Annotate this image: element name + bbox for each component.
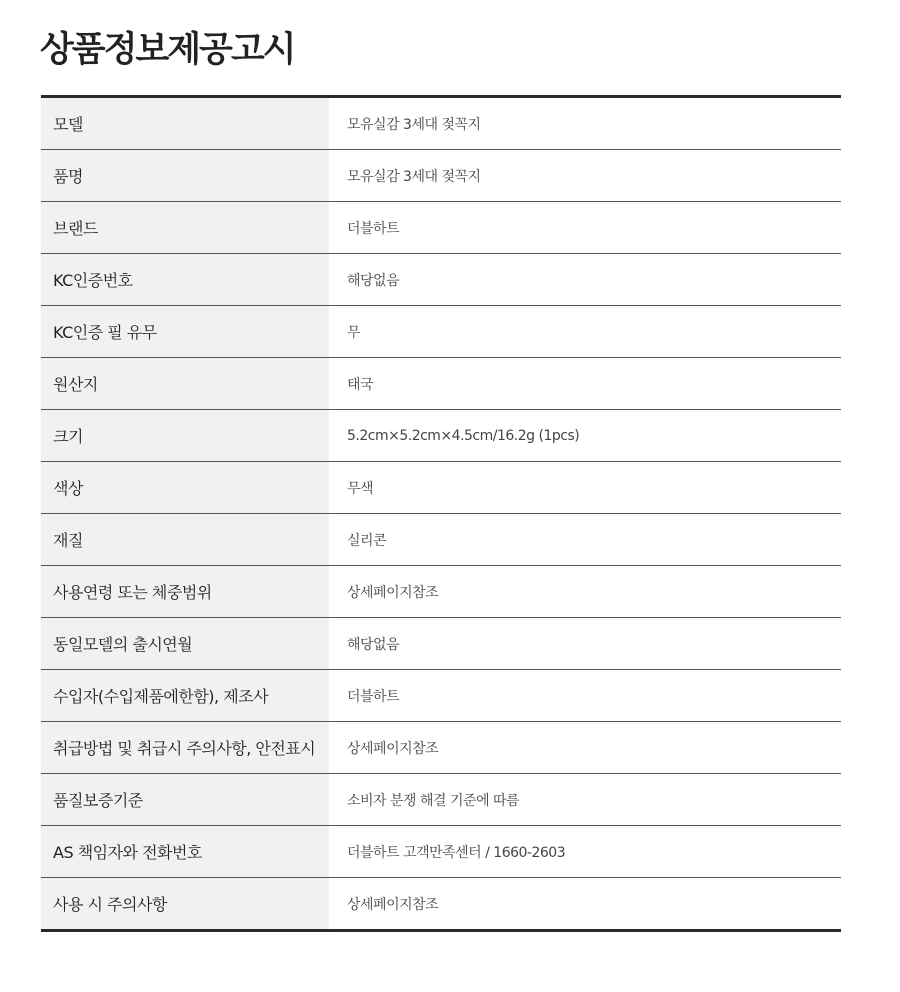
row-label: KC인증 필 유무 xyxy=(41,306,329,358)
row-value: 상세페이지참조 xyxy=(347,896,439,913)
row-value: 무 xyxy=(329,306,841,358)
product-info-table xyxy=(41,95,841,932)
row-label: 브랜드 xyxy=(41,202,329,254)
row-value: 더블하트 고객만족센터 / 1660-2603 xyxy=(329,826,841,878)
table-row xyxy=(41,514,841,566)
row-value: 모유실감 3세대 젖꼭지 xyxy=(329,150,841,202)
row-label: AS 책임자와 전화번호 xyxy=(41,826,329,878)
row-value: 모유실감 3세대 젖꼭지 xyxy=(329,97,841,150)
table-row xyxy=(41,202,841,254)
table-row xyxy=(41,774,841,826)
table-row xyxy=(41,618,841,670)
table-row xyxy=(41,878,841,931)
table-row xyxy=(41,566,841,618)
table-row xyxy=(41,826,841,878)
row-value: 5.2cm×5.2cm×4.5cm/16.2g (1pcs) xyxy=(329,410,841,462)
table-row xyxy=(41,254,841,306)
table-row xyxy=(41,722,841,774)
table-row xyxy=(41,150,841,202)
row-value: 상세페이지참조 xyxy=(329,722,841,774)
row-label: 품질보증기준 xyxy=(41,774,329,826)
row-label: 모델 xyxy=(41,97,329,150)
row-value: 더블하트 xyxy=(329,202,841,254)
table-row xyxy=(41,97,841,150)
row-value: 소비자 분쟁 해결 기준에 따름 xyxy=(329,774,841,826)
table-row xyxy=(41,462,841,514)
row-value: 해당없음 xyxy=(329,254,841,306)
row-label: 품명 xyxy=(41,150,329,202)
row-label: 재질 xyxy=(41,514,329,566)
row-label: 크기 xyxy=(41,410,329,462)
table-row xyxy=(41,358,841,410)
row-label: 취급방법 및 취급시 주의사항, 안전표시 xyxy=(41,722,329,774)
row-value: 실리콘 xyxy=(329,514,841,566)
row-label: 수입자(수입제품에한함), 제조사 xyxy=(41,670,329,722)
row-label: KC인증번호 xyxy=(41,254,329,306)
row-value: 태국 xyxy=(329,358,841,410)
page-title: 상품정보제공고시 xyxy=(40,30,295,70)
table-row xyxy=(41,670,841,722)
row-label: 사용 시 주의사항 xyxy=(41,878,329,931)
table-row xyxy=(41,306,841,358)
row-label: 동일모델의 출시연월 xyxy=(41,618,329,670)
row-value: 상세페이지참조 xyxy=(329,566,841,618)
row-label: 색상 xyxy=(41,462,329,514)
row-label: 원산지 xyxy=(41,358,329,410)
row-value: 더블하트 xyxy=(329,670,841,722)
row-value: 해당없음 xyxy=(329,618,841,670)
table-row xyxy=(41,410,841,462)
row-value: 무색 xyxy=(329,462,841,514)
row-label: 사용연령 또는 체중범위 xyxy=(41,566,329,618)
